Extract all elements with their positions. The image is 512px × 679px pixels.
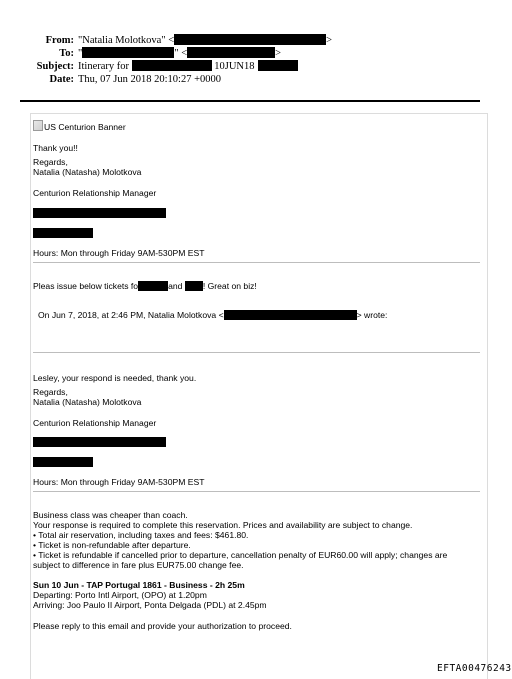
thanks-line: Thank you!! (33, 143, 78, 153)
lesley-line: Lesley, your respond is needed, thank you. (33, 373, 197, 383)
authorization-line: Please reply to this email and provide your authorization to proceed. (33, 621, 292, 631)
hours-line: Hours: Mon through Friday 9AM-530PM EST (33, 477, 205, 487)
separator (33, 352, 480, 353)
signature-name: Natalia (Natasha) Molotkova (33, 397, 142, 407)
to-end: > (275, 48, 282, 59)
details-line: Your response is required to complete this reservation. Prices and availability are subject to change. (33, 520, 413, 530)
to-label: To: (59, 48, 74, 59)
separator (33, 262, 480, 263)
request-line (33, 281, 257, 291)
hours-line: Hours: Mon through Friday 9AM-530PM EST (33, 248, 205, 258)
from-end: > (326, 35, 333, 46)
date-label: Date: (49, 74, 74, 85)
redaction (224, 310, 357, 320)
redaction (258, 60, 298, 71)
subject-label: Subject: (36, 61, 74, 72)
to-value (78, 47, 281, 60)
request-start: Pleas issue below tickets fo (33, 281, 139, 291)
from-label: From: (45, 35, 74, 46)
quote-end: > wrote: (356, 310, 388, 320)
separator (33, 491, 480, 492)
redaction (33, 437, 166, 447)
from-name: "Natalia Molotkova" < (78, 35, 175, 46)
details-line: • Total air reservation, including taxes and fees: $461.80. (33, 530, 249, 540)
redaction (33, 208, 166, 218)
banner-image (33, 120, 126, 132)
quote-line (38, 310, 387, 320)
to-mid: " < (174, 48, 188, 59)
details-line: Business class was cheaper than coach. (33, 510, 188, 520)
subject-date: 10JUN18 (214, 61, 255, 72)
signature-name: Natalia (Natasha) Molotkova (33, 167, 142, 177)
depart-line: Departing: Porto Intl Airport, (OPO) at 1.20pm (33, 590, 207, 600)
redaction (33, 457, 93, 467)
redaction (187, 47, 275, 58)
details-line: • Ticket is non-refundable after departure. (33, 540, 191, 550)
redaction (82, 47, 174, 58)
date-value: Thu, 07 Jun 2018 20:10:27 +0000 (78, 74, 222, 85)
signature-title: Centurion Relationship Manager (33, 418, 157, 428)
redaction (33, 228, 93, 238)
regards-line: Regards, (33, 387, 68, 397)
details-line: subject to difference in fare plus EUR75.00 change fee. (33, 560, 244, 570)
redaction (138, 281, 168, 291)
request-end: ! Great on biz! (202, 281, 257, 291)
banner-alt-text: US Centurion Banner (44, 122, 126, 132)
details-line: • Ticket is refundable if cancelled prior to departure, cancellation penalty of EUR60.00 will apply; changes are (33, 550, 448, 560)
document-id: EFTA00476243 (437, 663, 512, 674)
flight-line: Sun 10 Jun - TAP Portugal 1861 - Business - 2h 25m (33, 580, 245, 590)
redaction (174, 34, 326, 45)
redaction (132, 60, 212, 71)
quote-start: On Jun 7, 2018, at 2:46 PM, Natalia Molotkova < (38, 310, 224, 320)
arrive-line: Arriving: Joo Paulo II Airport, Ponta Delgada (PDL) at 2.45pm (33, 600, 267, 610)
regards-line: Regards, (33, 157, 68, 167)
subject-value (78, 60, 298, 73)
subject-text: Itinerary for (78, 61, 130, 72)
header-divider (20, 100, 480, 102)
to-quote: " (78, 48, 83, 59)
signature-title: Centurion Relationship Manager (33, 188, 157, 198)
redaction (185, 281, 203, 291)
broken-image-icon (33, 120, 43, 131)
from-value (78, 34, 332, 47)
request-and: and (168, 281, 183, 291)
